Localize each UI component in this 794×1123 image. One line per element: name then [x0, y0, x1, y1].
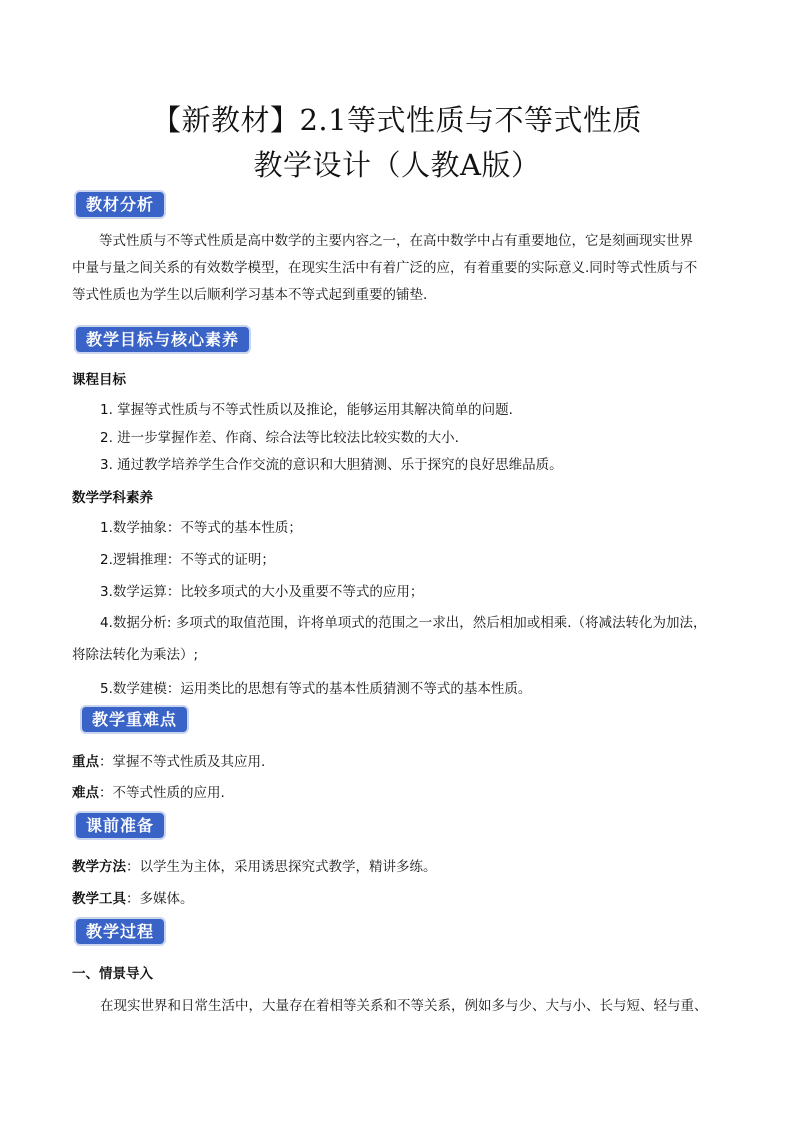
- doc-title-line1: 【新教材】2.1等式性质与不等式性质: [151, 103, 643, 137]
- literacy-label: 数学学科素养: [72, 490, 153, 506]
- analysis-line-3: 等式性质也为学生以后顺利学习基本不等式起到重要的铺垫.: [72, 287, 428, 303]
- difficult-point-label: 难点: [72, 785, 99, 801]
- teaching-tools-line: [72, 887, 194, 907]
- section-heading-keypoints: 教学重难点: [82, 707, 187, 732]
- course-goals-label: 课程目标: [72, 372, 126, 388]
- section-heading-preparation: 课前准备: [76, 813, 164, 838]
- teaching-method-label: 教学方法: [72, 859, 126, 875]
- analysis-line-1: 等式性质与不等式性质是高中数学的主要内容之一，在高中数学中占有重要地位，它是刻画现实世界: [99, 233, 693, 249]
- teaching-method-text: ：以学生为主体，采用诱思探究式教学，精讲多练。: [126, 859, 437, 875]
- analysis-line-2: 中量与量之间关系的有效数学模型，在现实生活中有着广泛的应，有着重要的实际意义.同时等式性质与不: [72, 260, 698, 276]
- teaching-method-line: [72, 855, 437, 875]
- key-point-label: 重点: [72, 754, 99, 770]
- course-goal-item: 1. 掌握等式性质与不等式性质以及推论，能够运用其解决简单的问题.: [100, 402, 513, 418]
- difficult-point-text: ：不等式性质的应用.: [99, 785, 225, 801]
- literacy-item: 2.逻辑推理：不等式的证明；: [100, 552, 275, 568]
- course-goal-item: 2. 进一步掌握作差、作商、综合法等比较法比较实数的大小.: [100, 430, 459, 446]
- difficult-point-line: [72, 781, 225, 801]
- section-heading-analysis: 教材分析: [76, 192, 164, 217]
- key-point-line: [72, 750, 265, 770]
- analysis-paragraph: [72, 228, 728, 309]
- key-point-text: ：掌握不等式性质及其应用.: [99, 754, 266, 770]
- process-paragraph-line: 在现实世界和日常生活中，大量存在着相等关系和不等关系，例如多与少、大与小、长与短、轻与重、: [100, 998, 708, 1014]
- teaching-tools-text: ：多媒体。: [126, 891, 194, 907]
- literacy-item: 1.数学抽象：不等式的基本性质；: [100, 520, 302, 536]
- literacy-item: 4.数据分析: 多项式的取值范围，许将单项式的范围之一求出，然后相加或相乘.（将减法转化为加法，: [100, 615, 707, 631]
- literacy-item-continued: 将除法转化为乘法）;: [72, 647, 199, 663]
- literacy-item: 3.数学运算：比较多项式的大小及重要不等式的应用；: [100, 584, 424, 600]
- literacy-item: 5.数学建模：运用类比的思想有等式的基本性质猜测不等式的基本性质。: [100, 681, 532, 697]
- course-goal-item: 3. 通过教学培养学生合作交流的意识和大胆猜测、乐于探究的良好思维品质。: [100, 457, 563, 473]
- section-heading-process: 教学过程: [76, 919, 164, 944]
- teaching-tools-label: 教学工具: [72, 891, 126, 907]
- section-heading-objectives: 教学目标与核心素养: [76, 327, 249, 352]
- process-subheading-1: 一、情景导入: [72, 966, 153, 982]
- doc-title-line2: 教学设计（人教A版）: [253, 148, 541, 182]
